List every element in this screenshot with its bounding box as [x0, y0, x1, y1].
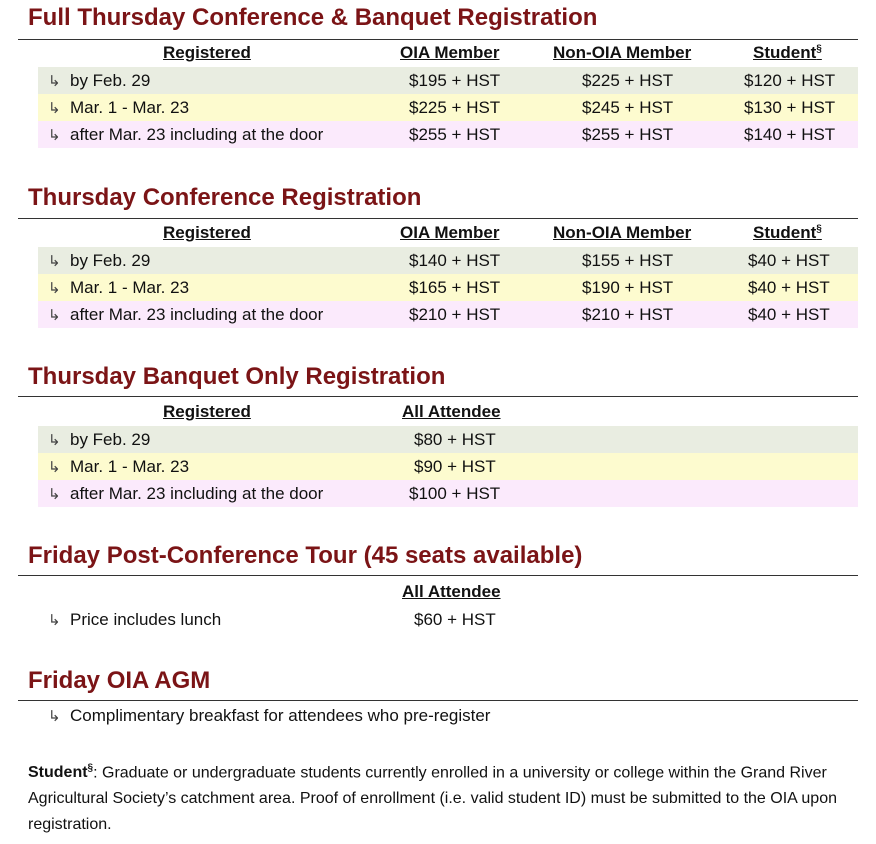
arrow-bullet-icon: ↳ — [48, 280, 61, 297]
arrow-bullet-icon: ↳ — [48, 612, 61, 629]
column-header-non-oia-member: Non-OIA Member — [553, 43, 692, 62]
price-non-oia: $210 + HST — [582, 305, 674, 324]
row-label: after Mar. 23 including at the door — [70, 484, 324, 503]
price-non-oia: $190 + HST — [582, 278, 674, 297]
table-row — [38, 453, 858, 480]
section-rule — [18, 39, 858, 40]
arrow-bullet-icon: ↳ — [48, 127, 61, 144]
section-rule — [18, 218, 858, 219]
arrow-bullet-icon: ↳ — [48, 307, 61, 324]
column-header-all-attendee: All Attendee — [402, 402, 501, 421]
table-row — [38, 274, 858, 301]
price-student: $40 + HST — [748, 305, 830, 324]
table-row — [38, 606, 858, 633]
row-label: Mar. 1 - Mar. 23 — [70, 98, 190, 117]
table-row — [38, 67, 858, 94]
table-row — [38, 247, 858, 274]
student-label: Student — [753, 223, 817, 242]
price-student: $140 + HST — [744, 125, 836, 144]
row-label: by Feb. 29 — [70, 251, 151, 270]
price-oia: $165 + HST — [409, 278, 501, 297]
arrow-bullet-icon: ↳ — [48, 100, 61, 117]
table-row — [38, 121, 858, 148]
footnote-text: : Graduate or undergraduate students currently enrolled in a university or college within the Grand River Agricultural Society’s catchment area. Proof of enrollment (i.e. valid student ID) must be submitted to the OIA upon registration. — [28, 764, 837, 834]
section-rule — [18, 575, 858, 576]
column-header-oia-member: OIA Member — [400, 43, 500, 62]
table-row — [38, 301, 858, 328]
footnote-mark: § — [87, 763, 94, 774]
section-title: Friday Post-Conference Tour (45 seats available) — [28, 542, 583, 569]
price-oia: $255 + HST — [409, 125, 501, 144]
arrow-bullet-icon: ↳ — [48, 253, 61, 270]
price-student: $40 + HST — [748, 251, 830, 270]
row-label: Mar. 1 - Mar. 23 — [70, 457, 190, 476]
row-label: by Feb. 29 — [70, 71, 151, 90]
table-row — [38, 94, 858, 121]
price-all-attendee: $60 + HST — [414, 610, 496, 629]
price-non-oia: $155 + HST — [582, 251, 674, 270]
price-all-attendee: $100 + HST — [409, 484, 501, 503]
row-label: after Mar. 23 including at the door — [70, 305, 324, 324]
price-non-oia: $255 + HST — [582, 125, 674, 144]
price-oia: $225 + HST — [409, 98, 501, 117]
price-student: $40 + HST — [748, 278, 830, 297]
price-all-attendee: $80 + HST — [414, 430, 496, 449]
column-header-registered: Registered — [163, 223, 251, 242]
column-header-student — [753, 43, 822, 63]
price-student: $130 + HST — [744, 98, 836, 117]
price-all-attendee: $90 + HST — [414, 457, 496, 476]
arrow-bullet-icon: ↳ — [48, 73, 61, 90]
section-title: Full Thursday Conference & Banquet Registration — [28, 4, 598, 31]
student-footnote — [28, 756, 848, 838]
column-header-registered: Registered — [163, 402, 251, 421]
row-label: after Mar. 23 including at the door — [70, 125, 324, 144]
list-item — [38, 702, 858, 729]
section-title: Friday OIA AGM — [28, 667, 211, 694]
section-rule — [18, 396, 858, 397]
column-header-registered: Registered — [163, 43, 251, 62]
price-oia: $210 + HST — [409, 305, 501, 324]
column-header-non-oia-member: Non-OIA Member — [553, 223, 692, 242]
column-header-oia-member: OIA Member — [400, 223, 500, 242]
table-row — [38, 426, 858, 453]
price-non-oia: $225 + HST — [582, 71, 674, 90]
section-title: Thursday Conference Registration — [28, 184, 422, 211]
column-header-student — [753, 223, 822, 243]
table-row — [38, 480, 858, 507]
arrow-bullet-icon: ↳ — [48, 432, 61, 449]
section-rule — [18, 700, 858, 701]
row-label: Mar. 1 - Mar. 23 — [70, 278, 190, 297]
price-oia: $195 + HST — [409, 71, 501, 90]
arrow-bullet-icon: ↳ — [48, 708, 61, 725]
footnote-term — [28, 764, 93, 781]
footnote-term-text: Student — [28, 764, 88, 782]
student-footnote-mark: § — [816, 43, 822, 55]
row-label: Price includes lunch — [70, 610, 222, 629]
price-oia: $140 + HST — [409, 251, 501, 270]
arrow-bullet-icon: ↳ — [48, 459, 61, 476]
row-label: by Feb. 29 — [70, 430, 151, 449]
price-non-oia: $245 + HST — [582, 98, 674, 117]
student-label: Student — [753, 43, 817, 62]
row-label: Complimentary breakfast for attendees who pre-register — [70, 706, 491, 725]
student-footnote-mark: § — [816, 223, 822, 235]
column-header-all-attendee: All Attendee — [402, 582, 501, 601]
section-title: Thursday Banquet Only Registration — [28, 363, 446, 390]
price-student: $120 + HST — [744, 71, 836, 90]
arrow-bullet-icon: ↳ — [48, 486, 61, 503]
